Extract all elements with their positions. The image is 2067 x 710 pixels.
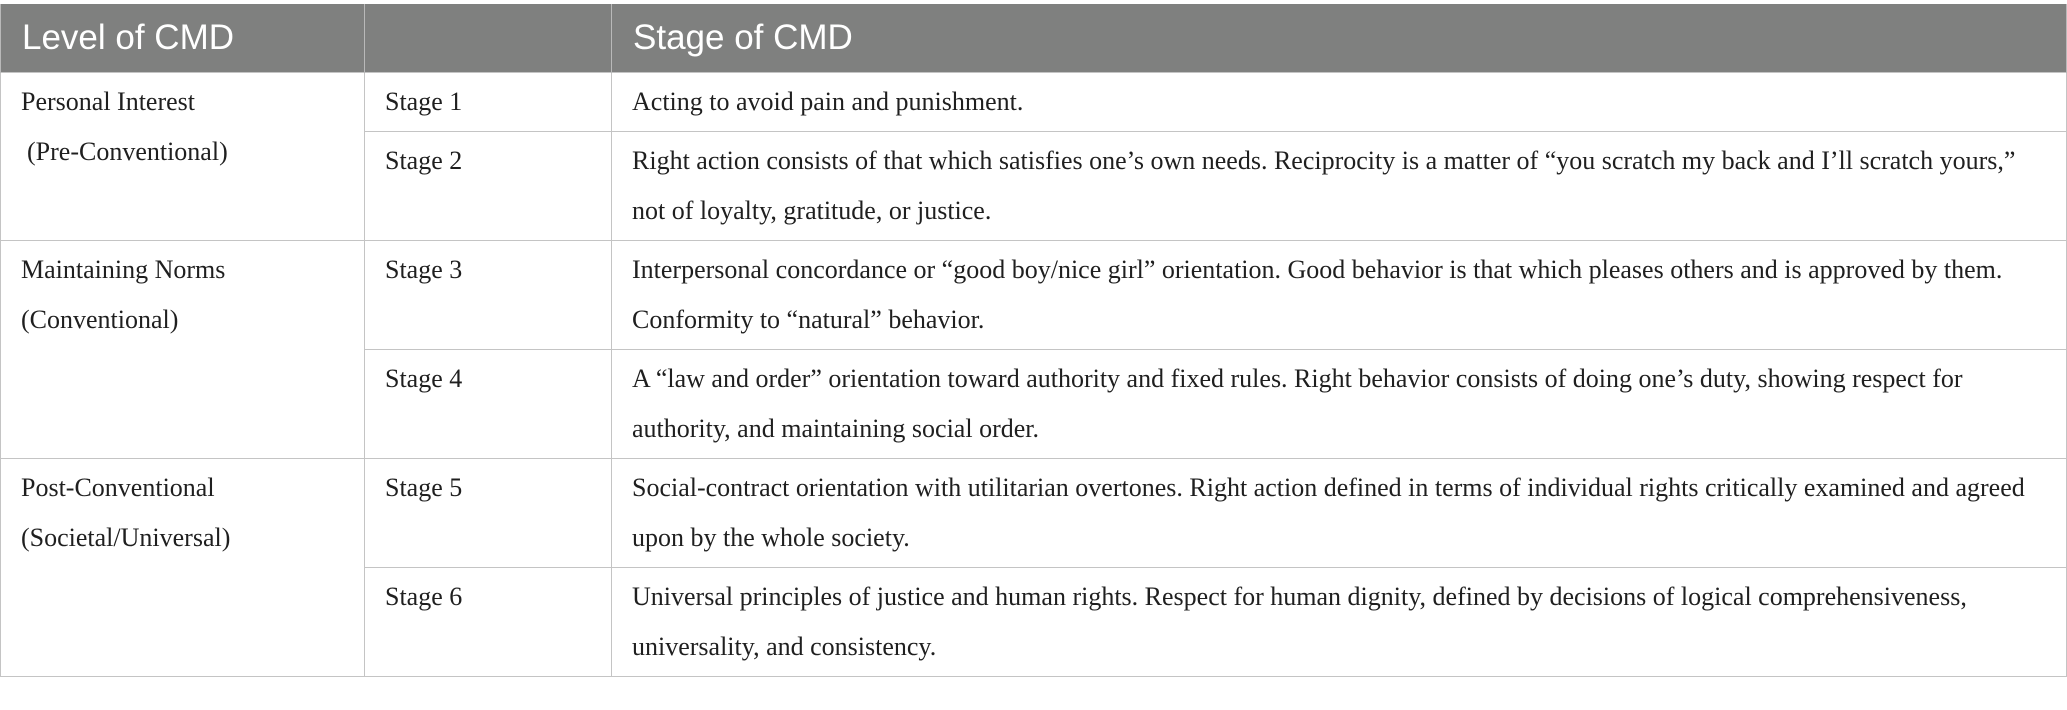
level-name: Maintaining Norms [21, 255, 226, 284]
header-stage: Stage of CMD [612, 4, 2067, 73]
level-cell [1, 241, 365, 459]
level-subtitle: (Conventional) [21, 305, 179, 334]
level-cell [1, 73, 365, 241]
stage-cell: Stage 6 [365, 568, 612, 677]
table-header-row [1, 4, 2067, 73]
header-blank [365, 4, 612, 73]
stage-cell: Stage 3 [365, 241, 612, 350]
header-level: Level of CMD [1, 4, 365, 73]
description-cell: Interpersonal concordance or “good boy/nice girl” orientation. Good behavior is that which pleases others and is approved by them. Conformity to “natural” behavior. [612, 241, 2067, 350]
level-name: Personal Interest [21, 87, 196, 116]
level-subtitle: (Pre-Conventional) [27, 137, 228, 166]
table-row [1, 73, 2067, 132]
description-cell: Acting to avoid pain and punishment. [612, 73, 2067, 132]
stage-cell: Stage 2 [365, 132, 612, 241]
cmd-table-container [0, 4, 2067, 677]
stage-cell: Stage 4 [365, 350, 612, 459]
stage-cell: Stage 1 [365, 73, 612, 132]
table-row [1, 459, 2067, 568]
level-cell [1, 459, 365, 677]
level-subtitle: (Societal/Universal) [21, 523, 231, 552]
level-name: Post-Conventional [21, 473, 215, 502]
stage-cell: Stage 5 [365, 459, 612, 568]
cmd-stages-table [0, 4, 2067, 677]
table-row [1, 241, 2067, 350]
description-cell: Social-contract orientation with utilitarian overtones. Right action defined in terms of individual rights critically examined and agreed upon by the whole society. [612, 459, 2067, 568]
description-cell: Universal principles of justice and human rights. Respect for human dignity, defined by decisions of logical comprehensiveness, universality, and consistency. [612, 568, 2067, 677]
description-cell: Right action consists of that which satisfies one’s own needs. Reciprocity is a matter of “you scratch my back and I’ll scratch yours,” not of loyalty, gratitude, or justice. [612, 132, 2067, 241]
description-cell: A “law and order” orientation toward authority and fixed rules. Right behavior consists of doing one’s duty, showing respect for authority, and maintaining social order. [612, 350, 2067, 459]
